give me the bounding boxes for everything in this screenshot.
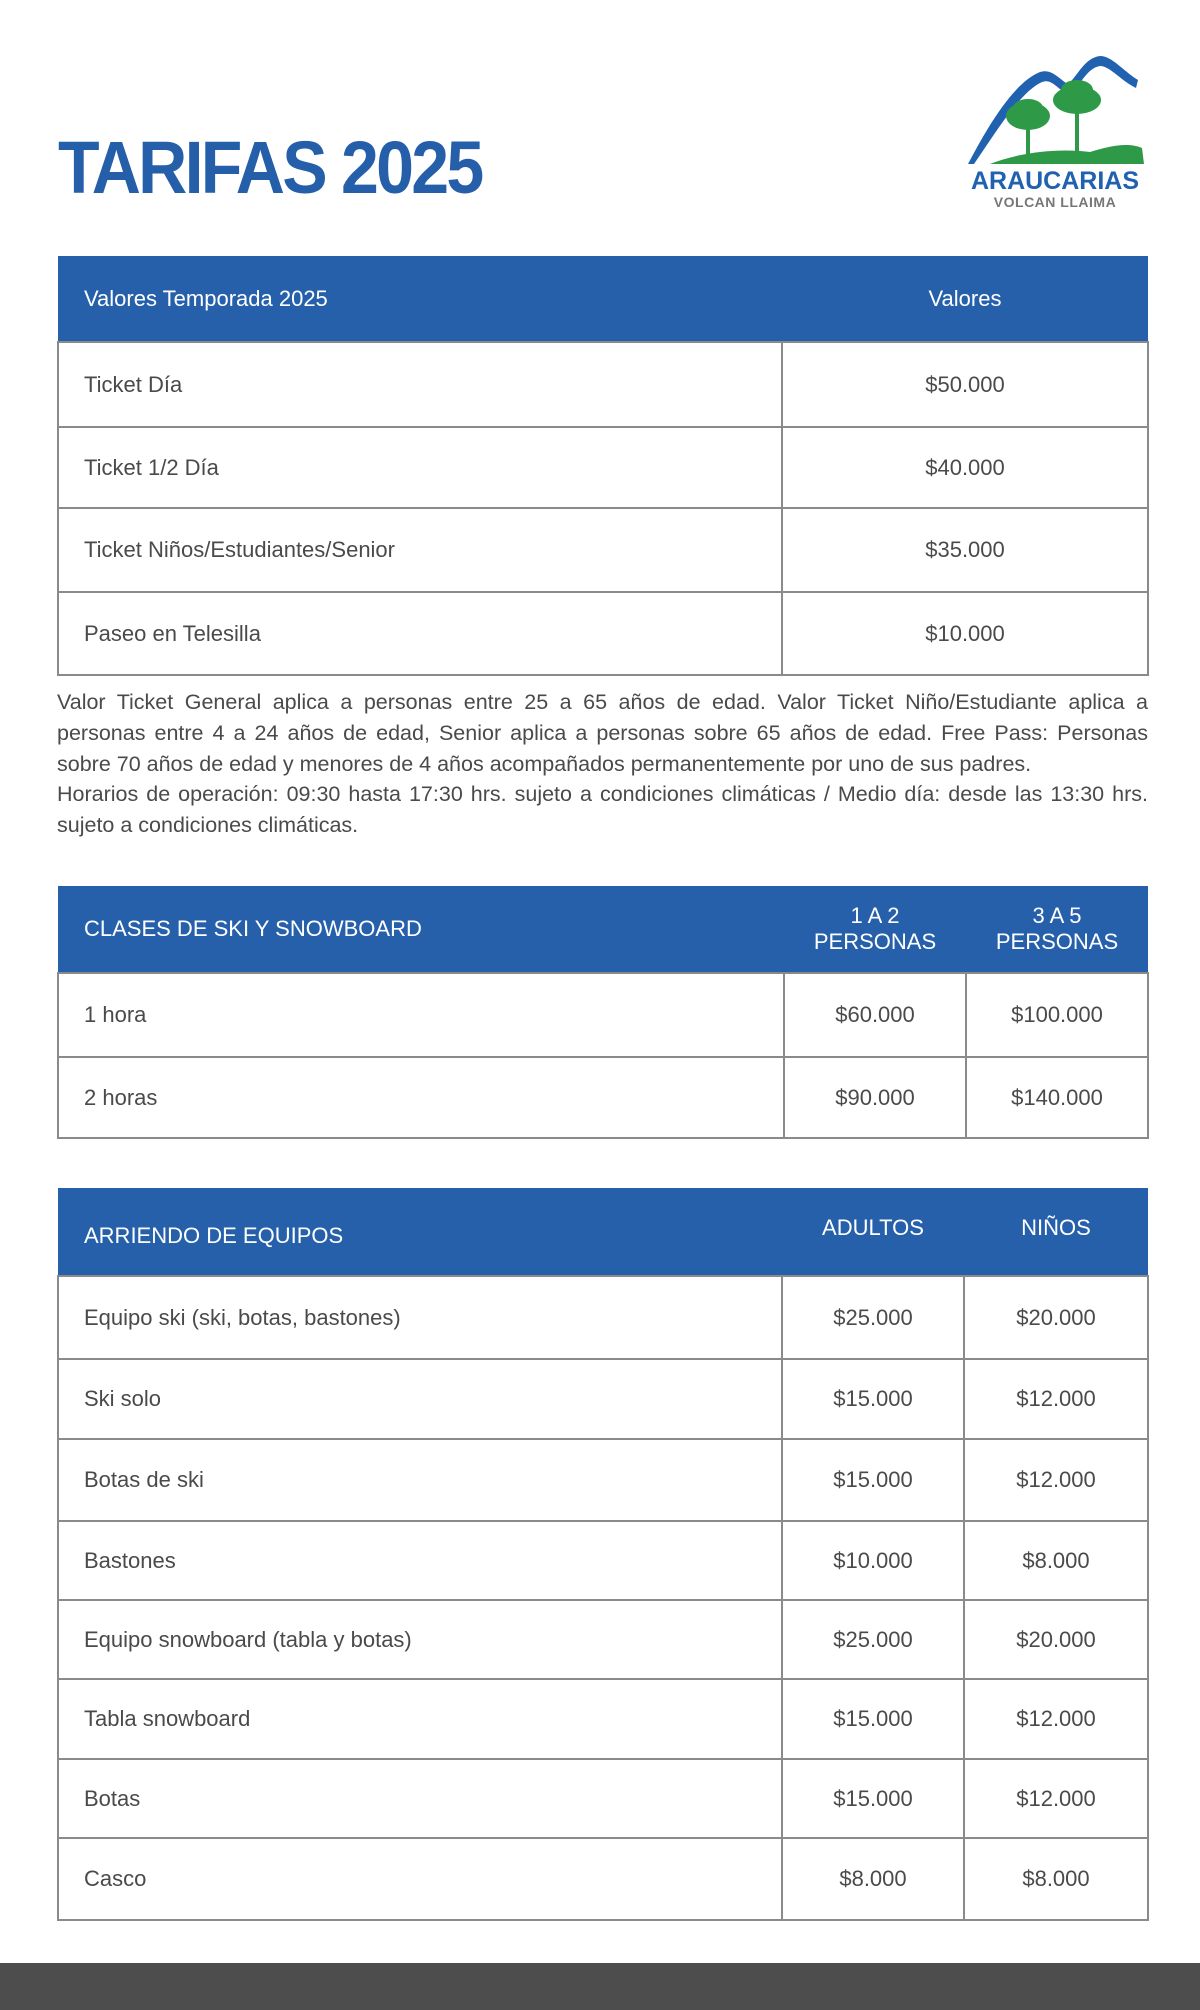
price-cell: $8.000: [964, 1521, 1148, 1600]
table-row: [58, 592, 1148, 675]
column-header: [784, 886, 966, 973]
table-row: [58, 1600, 1148, 1679]
table-header-row: [58, 1188, 1148, 1276]
table-row: [58, 342, 1148, 427]
item-cell: Tabla snowboard: [58, 1679, 782, 1759]
price-cell: $12.000: [964, 1759, 1148, 1838]
note-line: Valor Ticket General aplica a personas entre 25 a 65 años de edad. Valor Ticket Niño/Estudiante aplica a: [57, 690, 1148, 714]
price-cell: $100.000: [966, 973, 1148, 1057]
column-header-line: PERSONAS: [995, 929, 1119, 954]
brand-name: ARAUCARIAS: [970, 167, 1140, 195]
table-header-row: [58, 256, 1148, 342]
price-cell: $60.000: [784, 973, 966, 1057]
price-cell: $8.000: [782, 1838, 964, 1920]
column-header-line: 1 A 2: [850, 903, 900, 928]
ski-classes-table: [57, 886, 1149, 1139]
brand-subtitle: VOLCAN LLAIMA: [993, 194, 1117, 210]
column-header: CLASES DE SKI Y SNOWBOARD: [58, 886, 784, 973]
price-cell: $40.000: [782, 427, 1148, 508]
price-cell: $25.000: [782, 1276, 964, 1359]
price-cell: $12.000: [964, 1679, 1148, 1759]
column-header-line: PERSONAS: [813, 929, 937, 954]
item-cell: Botas: [58, 1759, 782, 1838]
table-row: [58, 1838, 1148, 1920]
price-cell: $12.000: [964, 1359, 1148, 1439]
item-cell: Paseo en Telesilla: [58, 592, 782, 675]
item-cell: 2 horas: [58, 1057, 784, 1138]
column-header: ADULTOS: [782, 1188, 964, 1276]
ticket-conditions-note: [57, 687, 1148, 841]
mountain-trees-icon: [960, 52, 1150, 172]
price-cell: $10.000: [782, 1521, 964, 1600]
note-line: Horarios de operación: 09:30 hasta 17:30 hrs. sujeto a condiciones climáticas / Medio día: desde las 13:30 hrs.: [57, 782, 1148, 807]
season-prices-table: [57, 256, 1149, 676]
column-header: Valores Temporada 2025: [58, 256, 782, 342]
item-cell: Equipo snowboard (tabla y botas): [58, 1600, 782, 1679]
table-row: [58, 1521, 1148, 1600]
item-cell: Bastones: [58, 1521, 782, 1600]
price-cell: $15.000: [782, 1359, 964, 1439]
table-row: [58, 973, 1148, 1057]
price-cell: $25.000: [782, 1600, 964, 1679]
price-cell: $50.000: [782, 342, 1148, 427]
item-cell: Ski solo: [58, 1359, 782, 1439]
price-cell: $35.000: [782, 508, 1148, 592]
price-cell: $15.000: [782, 1439, 964, 1521]
item-cell: Equipo ski (ski, botas, bastones): [58, 1276, 782, 1359]
page-title: TARIFAS 2025: [58, 126, 482, 209]
table-header-row: [58, 886, 1148, 973]
item-cell: Casco: [58, 1838, 782, 1920]
equipment-rental-table: [57, 1188, 1149, 1921]
note-line: sobre 70 años de edad y menores de 4 años acompañados permanentemente por uno de sus padres.: [57, 751, 1032, 776]
item-cell: Ticket 1/2 Día: [58, 427, 782, 508]
price-cell: $15.000: [782, 1759, 964, 1838]
table-row: [58, 1057, 1148, 1138]
table-row: [58, 508, 1148, 592]
table-row: [58, 1359, 1148, 1439]
table-row: [58, 1276, 1148, 1359]
table-row: [58, 1439, 1148, 1521]
note-line: personas entre 4 a 24 años de edad, Senior aplica a personas sobre 65 años de edad. Free Pass: Personas: [57, 720, 1148, 745]
brand-logo: [960, 52, 1150, 214]
column-header: NIÑOS: [964, 1188, 1148, 1276]
column-header: [966, 886, 1148, 973]
column-header: ARRIENDO DE EQUIPOS: [58, 1188, 782, 1276]
price-cell: $10.000: [782, 592, 1148, 675]
price-cell: $90.000: [784, 1057, 966, 1138]
item-cell: 1 hora: [58, 973, 784, 1057]
item-cell: Ticket Niños/Estudiantes/Senior: [58, 508, 782, 592]
column-header: Valores: [782, 256, 1148, 342]
column-header-line: 3 A 5: [1032, 903, 1082, 928]
price-cell: $20.000: [964, 1600, 1148, 1679]
item-cell: Botas de ski: [58, 1439, 782, 1521]
price-cell: $8.000: [964, 1838, 1148, 1920]
note-line: sujeto a condiciones climáticas.: [57, 813, 359, 838]
table-row: [58, 427, 1148, 508]
price-cell: $20.000: [964, 1276, 1148, 1359]
price-cell: $12.000: [964, 1439, 1148, 1521]
table-row: [58, 1679, 1148, 1759]
price-cell: $15.000: [782, 1679, 964, 1759]
table-row: [58, 1759, 1148, 1838]
footer-bar: [0, 1963, 1200, 2010]
item-cell: Ticket Día: [58, 342, 782, 427]
price-cell: $140.000: [966, 1057, 1148, 1138]
